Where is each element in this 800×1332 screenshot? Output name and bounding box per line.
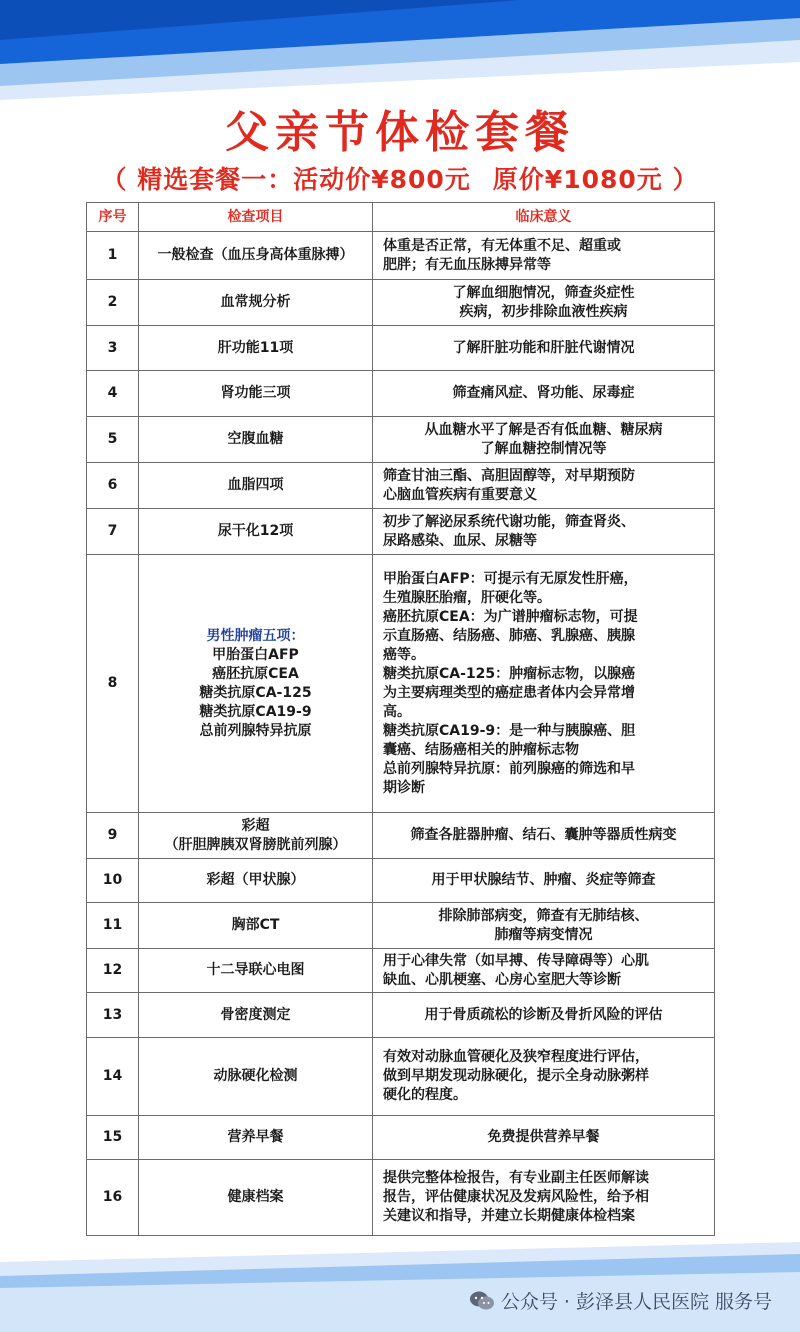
header-number: 序号 [87, 203, 139, 232]
meaning-line: 肥胖；有无血压脉搏异常等 [383, 256, 551, 273]
row-number: 14 [87, 1038, 139, 1116]
row-number: 16 [87, 1160, 139, 1236]
row-number: 4 [87, 371, 139, 417]
meaning-line: 做到早期发现动脉硬化，提示全身动脉粥样 [383, 1068, 649, 1084]
meaning-line: 糖类抗原CA-125：肿瘤标志物，以腺癌 [383, 665, 636, 682]
meaning-line: 总前列腺特异抗原：前列腺癌的筛选和早 [383, 760, 635, 777]
meaning-line: 了解血糖控制情况等 [480, 440, 607, 457]
row-number: 7 [87, 509, 139, 555]
row-meaning: 了解肝脏功能和肝脏代谢情况 [373, 326, 715, 371]
meaning-line: 尿路感染、血尿、尿糖等 [383, 532, 537, 549]
row-item [139, 813, 373, 859]
meaning-line: 用于心律失常（如早搏、传导障碍等）心肌 [383, 952, 649, 969]
table-row [87, 949, 715, 993]
meaning-line: 排除肺部病变，筛查有无肺结核、 [438, 907, 649, 924]
footer-brand [469, 1287, 772, 1314]
meaning-line: 提供完整体检报告，有专业副主任医师解读 [383, 1170, 649, 1186]
row-meaning [373, 949, 715, 993]
row-meaning [373, 463, 715, 509]
row-number: 6 [87, 463, 139, 509]
package-price-text: （ 精选套餐一：活动价¥800元 [101, 165, 471, 194]
table-row [87, 326, 715, 371]
table-row [87, 555, 715, 813]
tumor-item-line: 糖类抗原CA19-9 [199, 703, 312, 720]
meaning-line: 了解血细胞情况，筛查炎症性 [452, 284, 635, 301]
meaning-line: 生殖腺胚胎瘤，肝硬化等。 [383, 589, 551, 606]
meaning-line: 甲胎蛋白AFP：可提示有无原发性肝癌， [383, 570, 638, 587]
table-row [87, 993, 715, 1038]
row-number: 12 [87, 949, 139, 993]
header-item: 检查项目 [139, 203, 373, 232]
row-item: 肾功能三项 [139, 371, 373, 417]
table-row [87, 463, 715, 509]
row-item: 血脂四项 [139, 463, 373, 509]
meaning-line: 从血糖水平了解是否有低血糖、糖尿病 [424, 421, 663, 438]
row-number: 11 [87, 903, 139, 949]
table-row [87, 417, 715, 463]
table-row [87, 1116, 715, 1160]
meaning-line: 为主要病理类型的癌症患者体内会异常增 [383, 684, 635, 701]
row-meaning [373, 417, 715, 463]
meaning-line: 囊癌、结肠癌相关的肿瘤标志物 [383, 741, 579, 758]
row-meaning [373, 1038, 715, 1116]
row-item: 骨密度测定 [139, 993, 373, 1038]
row-meaning [373, 509, 715, 555]
table-row [87, 280, 715, 326]
meaning-line: 高。 [383, 703, 411, 720]
meaning-line: 疾病，初步排除血液性疾病 [459, 303, 628, 320]
bottom-decorative-band [0, 1232, 800, 1332]
meaning-line: 体重是否正常，有无体重不足、超重或 [383, 237, 621, 254]
row-item: 空腹血糖 [139, 417, 373, 463]
tumor-item-line: 甲胎蛋白AFP [212, 646, 299, 663]
row-number: 5 [87, 417, 139, 463]
meaning-line: 硬化的程度。 [383, 1087, 467, 1103]
row-meaning [373, 555, 715, 813]
meaning-line: 报告，评估健康状况及发病风险性，给予相 [383, 1189, 649, 1205]
row-meaning [373, 280, 715, 326]
exam-items-table [86, 202, 715, 1236]
table-header-row [87, 203, 715, 232]
meaning-line: 关建议和指导，并建立长期健康体检档案 [383, 1208, 635, 1224]
meaning-line: 糖类抗原CA19-9：是一种与胰腺癌、胆 [383, 722, 636, 739]
tumor-item-line: 癌胚抗原CEA [212, 665, 299, 682]
meaning-line: 示直肠癌、结肠癌、肺癌、乳腺癌、胰腺 [383, 627, 635, 644]
row-item: 一般检查（血压身高体重脉搏） [139, 232, 373, 280]
table-row [87, 1038, 715, 1116]
row-meaning [373, 232, 715, 280]
row-meaning: 筛查各脏器肿瘤、结石、囊肿等器质性病变 [373, 813, 715, 859]
meaning-line: 缺血、心肌梗塞、心房心室肥大等诊断 [383, 971, 621, 988]
table-row [87, 903, 715, 949]
row-meaning: 筛查痛风症、肾功能、尿毒症 [373, 371, 715, 417]
meaning-line: 筛查甘油三酯、高胆固醇等，对早期预防 [383, 467, 635, 484]
row-number: 3 [87, 326, 139, 371]
table-row [87, 859, 715, 903]
row-item: 健康档案 [139, 1160, 373, 1236]
row-item: 尿干化12项 [139, 509, 373, 555]
row-item [139, 555, 373, 813]
row-number: 2 [87, 280, 139, 326]
row-meaning: 免费提供营养早餐 [373, 1116, 715, 1160]
table-row [87, 509, 715, 555]
row-item: 胸部CT [139, 903, 373, 949]
row-meaning: 用于甲状腺结节、肿瘤、炎症等筛查 [373, 859, 715, 903]
wechat-icon [469, 1290, 495, 1312]
meaning-line: 期诊断 [383, 779, 425, 796]
table-row [87, 1160, 715, 1236]
row-number: 8 [87, 555, 139, 813]
meaning-line: 有效对动脉血管硬化及狭窄程度进行评估， [383, 1049, 649, 1065]
original-price-text: 原价¥1080元 ） [492, 165, 699, 194]
footer-brand-text: 公众号 · 彭泽县人民医院 服务号 [500, 1291, 772, 1313]
table-row [87, 813, 715, 859]
tumor-panel-title: 男性肿瘤五项： [206, 627, 305, 644]
meaning-line: 心脑血管疾病有重要意义 [383, 486, 537, 503]
package-subtitle [0, 160, 800, 196]
meaning-line: 初步了解泌尿系统代谢功能，筛查肾炎、 [383, 513, 635, 530]
item-line: （肝胆脾胰双肾膀胱前列腺） [164, 836, 347, 853]
bottom-band-graphic [0, 1232, 800, 1332]
row-item: 动脉硬化检测 [139, 1038, 373, 1116]
row-meaning [373, 903, 715, 949]
page-title: 父亲节体检套餐 [225, 107, 575, 158]
row-meaning: 用于骨质疏松的诊断及骨折风险的评估 [373, 993, 715, 1038]
top-decorative-band [0, 0, 800, 100]
top-band-graphic [0, 0, 800, 100]
row-number: 1 [87, 232, 139, 280]
row-number: 13 [87, 993, 139, 1038]
row-meaning [373, 1160, 715, 1236]
meaning-line: 肺瘤等病变情况 [494, 926, 593, 943]
row-number: 15 [87, 1116, 139, 1160]
row-number: 9 [87, 813, 139, 859]
table-row [87, 371, 715, 417]
row-number: 10 [87, 859, 139, 903]
tumor-item-line: 总前列腺特异抗原 [199, 722, 312, 739]
tumor-item-line: 糖类抗原CA-125 [199, 684, 312, 701]
row-item: 营养早餐 [139, 1116, 373, 1160]
row-item: 十二导联心电图 [139, 949, 373, 993]
meaning-line: 癌等。 [383, 646, 425, 663]
meaning-line: 癌胚抗原CEA：为广谱肿瘤标志物，可提 [383, 608, 638, 625]
row-item: 血常规分析 [139, 280, 373, 326]
item-line: 彩超 [241, 817, 270, 834]
row-item: 彩超（甲状腺） [139, 859, 373, 903]
table-row [87, 232, 715, 280]
row-item: 肝功能11项 [139, 326, 373, 371]
header-meaning: 临床意义 [373, 203, 715, 232]
